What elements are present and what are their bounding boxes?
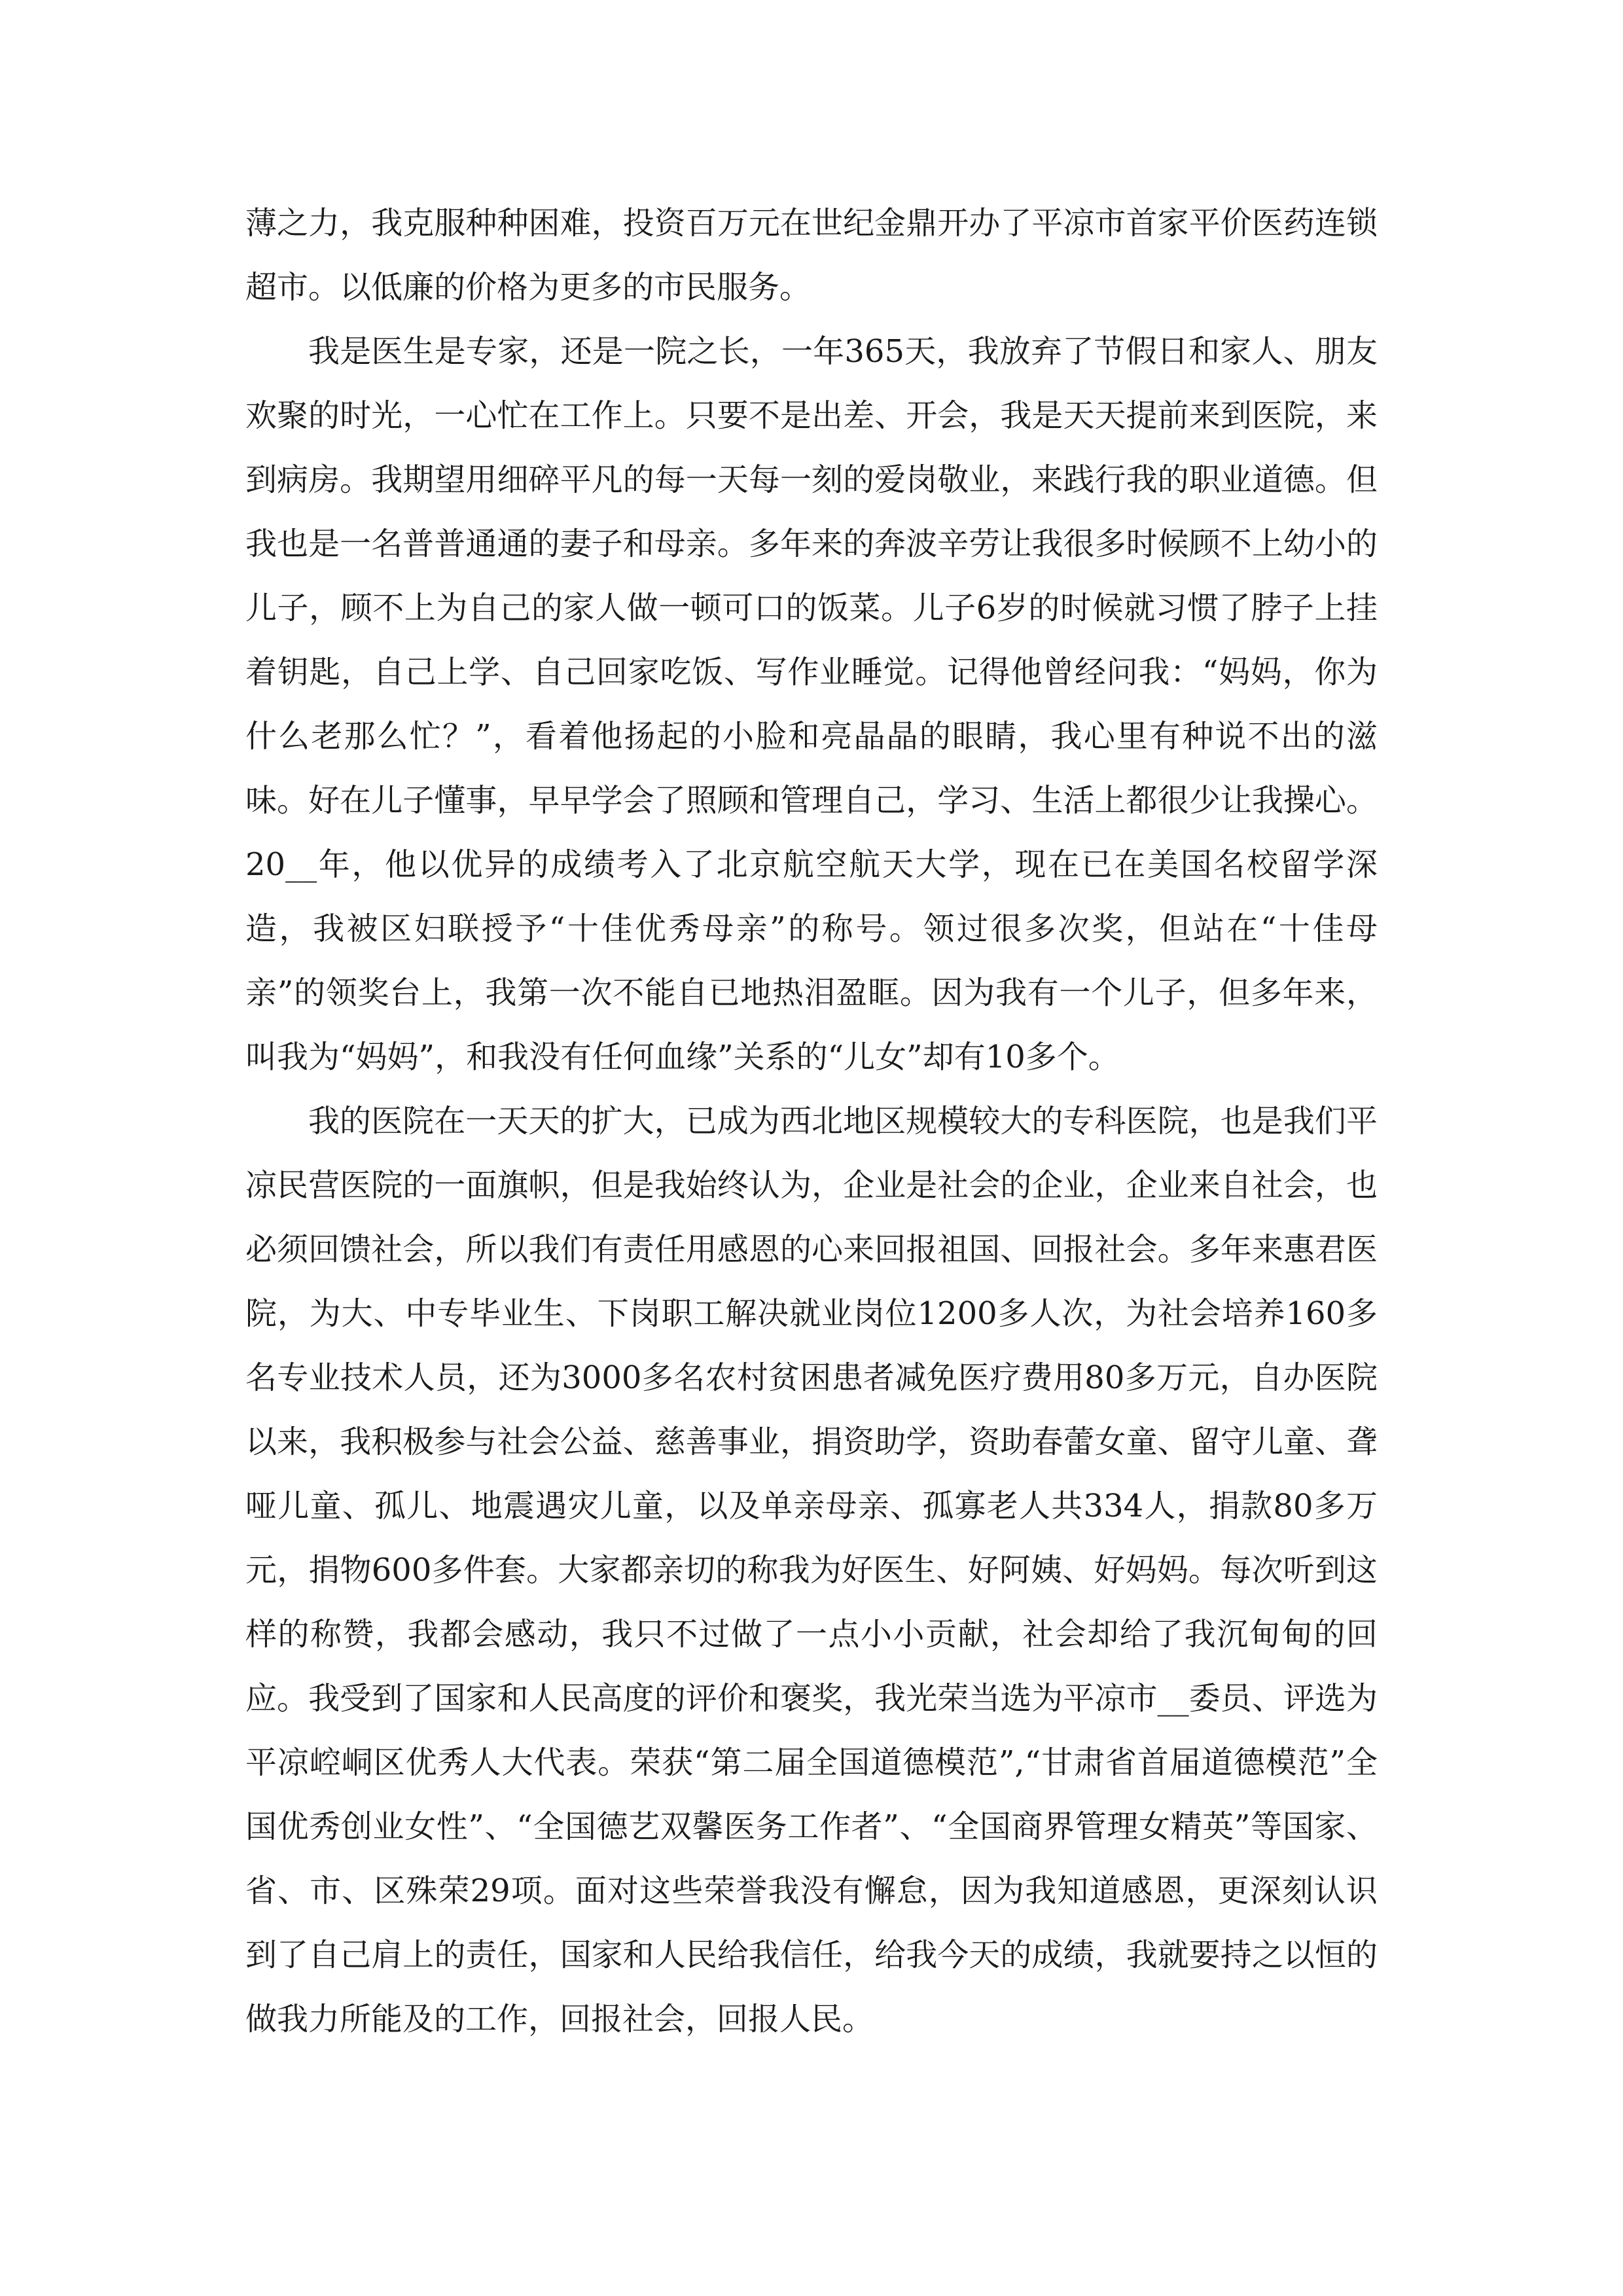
paragraph-3: 我的医院在一天天的扩大，已成为西北地区规模较大的专科医院，也是我们平凉民营医院的一面旗帜，但是我始终认为，企业是社会的企业，企业来自社会，也必须回馈社会，所以我们有责任用感恩的心来回报祖国、回报社会。多年来惠君医院，为大、中专毕业生、下岗职工解决就业岗位1200多人次，为社会培养160多名专业技术人员，还为3000多名农村贫困患者减免医疗费用80多万元，自办医院以来，我积极参与社会公益、慈善事业，捐资助学，资助春蕾女童、留守儿童、聋哑儿童、孤儿、地震遇灾儿童，以及单亲母亲、孤寡老人共334人，捐款80多万元，捐物600多件套。大家都亲切的称我为好医生、好阿姨、好妈妈。每次听到这样的称赞，我都会感动，我只不过做了一点小小贡献，社会却给了我沉甸甸的回应。我受到了国家和人民高度的评价和褒奖，我光荣当选为平凉市__委员、评选为平凉崆峒区优秀人大代表。荣获“第二届全国道德模范”,“甘肃省首届道德模范”全国优秀创业女性”、“全国德艺双馨医务工作者”、“全国商界管理女精英”等国家、省、市、区殊荣29项。面对这些荣誉我没有懈怠，因为我知道感恩，更深刻认识到了自己肩上的责任，国家和人民给我信任，给我今天的成绩，我就要持之以恒的做我力所能及的工作，回报社会，回报人民。: [245, 1103, 1378, 2037]
document-body: [245, 191, 1378, 2051]
paragraph-2: 我是医生是专家，还是一院之长，一年365天，我放弃了节假日和家人、朋友欢聚的时光，一心忙在工作上。只要不是出差、开会，我是天天提前来到医院，来到病房。我期望用细碎平凡的每一天每一刻的爱岗敬业，来践行我的职业道德。但我也是一名普普通通的妻子和母亲。多年来的奔波辛劳让我很多时候顾不上幼小的儿子，顾不上为自己的家人做一顿可口的饭菜。儿子6岁的时候就习惯了脖子上挂着钥匙，自己上学、自己回家吃饭、写作业睡觉。记得他曾经问我：“妈妈，你为什么老那么忙？”，看着他扬起的小脸和亮晶晶的眼睛，我心里有种说不出的滋味。好在儿子懂事，早早学会了照顾和管理自己，学习、生活上都很少让我操心。20__年，他以优异的成绩考入了北京航空航天大学，现在已在美国名校留学深造，我被区妇联授予“十佳优秀母亲”的称号。领过很多次奖，但站在“十佳母亲”的领奖台上，我第一次不能自已地热泪盈眶。因为我有一个儿子，但多年来，叫我为“妈妈”，和我没有任何血缘”关系的“儿女”却有10多个。: [245, 333, 1378, 1075]
paragraph-1: 薄之力，我克服种种困难，投资百万元在世纪金鼎开办了平凉市首家平价医药连锁超市。以低廉的价格为更多的市民服务。: [245, 205, 1378, 306]
